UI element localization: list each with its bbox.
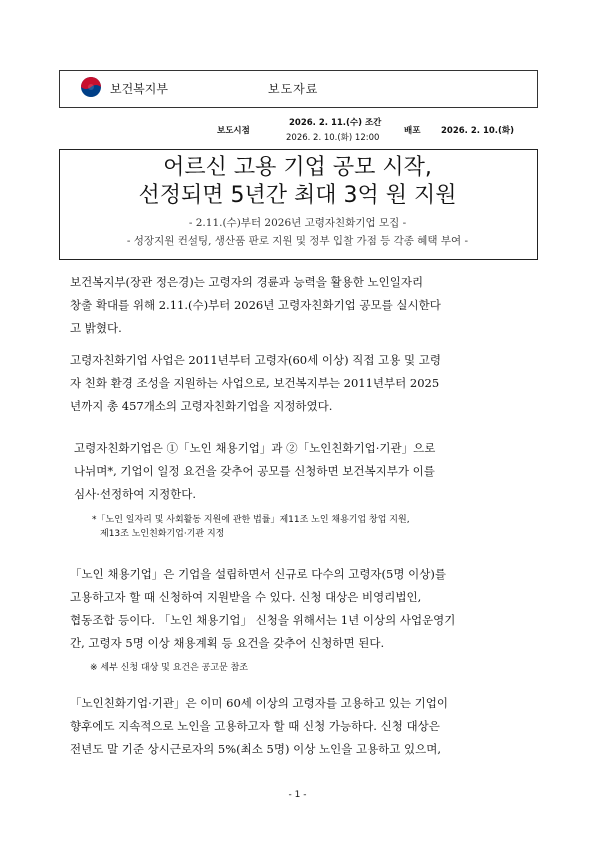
p1-line: 창출 확대를 위해 2.11.(수)부터 2026년 고령자친화기업 공모를 실시한다	[70, 298, 441, 312]
p4-line: 간, 고령자 5명 이상 채용계획 등 요건을 갖추어 신청하면 된다.	[70, 636, 385, 650]
p2-line: 고령자친화기업 사업은 2011년부터 고령자(60세 이상) 직접 고용 및 고령	[70, 353, 441, 367]
title-line-1: 어르신 고용 기업 공모 시작,	[163, 155, 432, 180]
subtitle-1: - 2.11.(수)부터 2026년 고령자친화기업 모집 -	[188, 217, 407, 229]
embargo-sub: 2026. 2. 10.(화) 12:00	[286, 133, 380, 143]
ministry-name: 보건복지부	[110, 82, 168, 96]
p1-line: 보건복지부(장관 정은경)는 고령자의 경륜과 능력을 활용한 노인일자리	[70, 275, 424, 289]
p3-line: 고령자친화기업은 ①「노인 채용기업」과 ②「노인친화기업·기관」으로	[74, 441, 436, 455]
paragraph-4	[70, 563, 540, 655]
reference-note: ※ 세부 신청 대상 및 요건은 공고문 참조	[90, 663, 248, 673]
paragraph-1	[70, 271, 540, 340]
p4-line: 고용하고자 할 때 신청하여 지원받을 수 있다. 신청 대상은 비영리법인,	[70, 590, 422, 604]
p3-line: 심사·선정하여 지정한다.	[74, 487, 197, 501]
footnote-line: *「노인 일자리 및 사회활동 지원에 관한 법률」제11조 노인 채용기업 창업 지원,	[92, 515, 410, 525]
dist-value: 2026. 2. 10.(화)	[441, 126, 514, 136]
dist-label: 배포	[404, 126, 421, 136]
p1-line: 고 밝혔다.	[70, 321, 122, 335]
footnote-line: 제13조 노인친화기업·기관 지정	[100, 529, 225, 539]
p5-line: 전년도 말 기준 상시근로자의 5%(최소 5명) 이상 노인을 고용하고 있으며,	[70, 742, 442, 756]
ministry-logo-icon	[80, 76, 102, 98]
embargo-value: 2026. 2. 11.(수) 조간	[289, 118, 382, 128]
footnote	[92, 513, 540, 541]
p2-line: 년까지 총 457개소의 고령자친화기업을 지정하였다.	[70, 399, 333, 413]
p2-line: 자 친화 환경 조성을 지원하는 사업으로, 보건복지부는 2011년부터 2025	[70, 376, 440, 390]
p3-line: 나뉘며*, 기업이 일정 요건을 갖추어 공모를 신청하면 보건복지부가 이를	[74, 464, 435, 478]
paragraph-5	[70, 692, 540, 761]
p5-line: 「노인친화기업·기관」은 이미 60세 이상의 고령자를 고용하고 있는 기업이	[70, 696, 448, 710]
p4-line: 「노인 채용기업」은 기업을 설립하면서 신규로 다수의 고령자(5명 이상)를	[70, 567, 446, 581]
p4-line: 협동조합 등이다. 「노인 채용기업」 신청을 위해서는 1년 이상의 사업운영기	[70, 613, 456, 627]
page-number: - 1 -	[288, 790, 307, 800]
paragraph-3	[74, 437, 544, 506]
subtitle-2: - 성장지원 컨설팅, 생산품 판로 지원 및 정부 입찰 가점 등 각종 혜택 부여 -	[126, 235, 469, 247]
paragraph-2	[70, 349, 540, 418]
doc-type: 보도자료	[268, 82, 319, 96]
embargo-label: 보도시점	[217, 126, 250, 136]
p5-line: 향후에도 지속적으로 노인을 고용하고자 할 때 신청 가능하다. 신청 대상은	[70, 719, 440, 733]
title-line-2: 선정되면 5년간 최대 3억 원 지원	[138, 183, 457, 208]
